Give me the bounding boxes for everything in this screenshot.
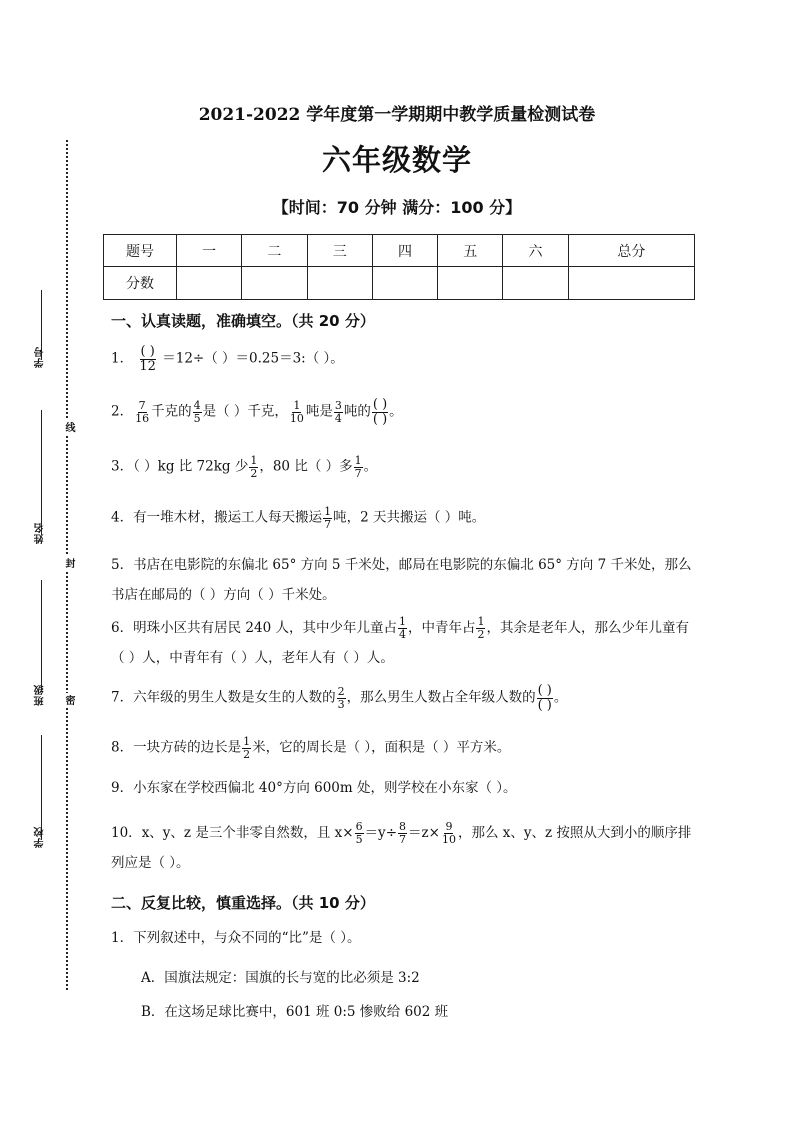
answer-fraction: $\frac{( )}{( )}$ bbox=[537, 683, 552, 713]
exam-title: 2021-2022 学年度第一学期期中教学质量检测试卷 bbox=[198, 105, 596, 125]
score-header-cell: 题号 bbox=[104, 235, 177, 267]
fraction: $\frac{1}{7}$ bbox=[354, 454, 362, 480]
question-number: 5． bbox=[111, 557, 134, 573]
question-text: ，其余是老年人，那么少年儿童有（ ）人，中青年有（ ）人，老年人有（ ）人。 bbox=[111, 620, 689, 666]
score-table bbox=[103, 234, 695, 300]
question-1-8 bbox=[111, 736, 510, 760]
fraction: $\frac{3}{4}$ bbox=[334, 399, 342, 425]
question-number: 4． bbox=[111, 509, 134, 526]
score-header-cell: 六 bbox=[503, 235, 568, 267]
score-table-header-row bbox=[104, 235, 695, 267]
option-a[interactable]: A．国旗法规定：国旗的长与宽的比必须是 3:2 bbox=[141, 970, 420, 986]
fraction: $\frac{( )}{12}$ bbox=[139, 344, 156, 374]
question-text: ＝z× bbox=[408, 825, 440, 841]
question-text: 小东家在学校西偏北 40°方向 600m 处，则学校在小东家（ ）。 bbox=[133, 780, 517, 796]
question-1-6 bbox=[111, 613, 701, 673]
score-cell[interactable] bbox=[568, 267, 694, 300]
question-text: ，80 比（ ）多 bbox=[259, 458, 353, 475]
question-number: 6． bbox=[111, 620, 134, 636]
question-text: 吨，2 天共搬运（ ）吨。 bbox=[333, 509, 486, 526]
question-1-2: 2． $\frac{7}{16}$ 千克的 $\frac{4}{5}$ 是（ ）千克， $\frac{1}{10}$ 吨是 $\frac{3}{4}$ 吨的 $\frac{( )}{( )}$ 。 bbox=[111, 397, 403, 427]
question-number: 3． bbox=[111, 458, 134, 475]
score-cell[interactable] bbox=[372, 267, 437, 300]
fraction: $\frac{7}{16}$ bbox=[135, 399, 150, 425]
question-text: 一块方砖的边长是 bbox=[133, 739, 242, 756]
score-header-cell: 四 bbox=[372, 235, 437, 267]
question-1-7: 7．六年级的男生人数是女生的人数的 $\frac{2}{3}$ ，那么男生人数占全年级人数的 $\frac{( )}{( )}$ 。 bbox=[111, 683, 568, 713]
question-text: ，中青年占 bbox=[407, 620, 476, 636]
question-number: 7． bbox=[111, 689, 134, 706]
school-line bbox=[41, 735, 42, 840]
name-line bbox=[41, 410, 42, 535]
class-label: 班级 bbox=[35, 684, 46, 706]
fraction: $\frac{1}{10}$ bbox=[289, 399, 304, 425]
score-cell[interactable] bbox=[307, 267, 372, 300]
score-header-cell: 三 bbox=[307, 235, 372, 267]
time-info: 【时间：70 分钟 满分：100 分】 bbox=[272, 198, 522, 217]
question-text: ＝12÷（ ）＝0.25＝3:（ ）。 bbox=[162, 350, 344, 367]
question-text: ＝y÷ bbox=[364, 825, 398, 841]
question-text: 千克的 bbox=[151, 403, 192, 420]
question-1-1 bbox=[111, 345, 344, 373]
score-header-cell: 一 bbox=[177, 235, 242, 267]
fraction: $\frac{1}{4}$ bbox=[398, 615, 406, 641]
question-text: ，那么男生人数占全年级人数的 bbox=[346, 689, 536, 706]
fraction: $\frac{1}{2}$ bbox=[477, 615, 485, 641]
fraction: $\frac{9}{10}$ bbox=[441, 820, 456, 846]
answer-fraction: $\frac{( )}{( )}$ bbox=[372, 397, 388, 427]
question-text: （ ）kg 比 72kg 少 bbox=[133, 458, 249, 475]
question-number: 10． bbox=[111, 825, 142, 841]
fraction: $\frac{1}{2}$ bbox=[250, 454, 258, 480]
question-text: 书店在电影院的东偏北 65° 方向 5 千米处，邮局在电影院的东偏北 65° 方向 7 千米处，那么书店在邮局的（ ）方向（ ）千米处。 bbox=[111, 557, 692, 603]
question-text: 有一堆木材，搬运工人每天搬运 bbox=[133, 509, 323, 526]
option-b[interactable]: B．在这场足球比赛中，601 班 0:5 惨败给 602 班 bbox=[141, 1004, 449, 1020]
question-number: 9． bbox=[111, 780, 134, 796]
fraction: $\frac{8}{7}$ bbox=[399, 820, 407, 846]
question-2-1 bbox=[111, 928, 360, 950]
fold-char-line: 线 bbox=[63, 422, 74, 432]
question-text: 吨的 bbox=[343, 403, 371, 420]
name-label: 姓名 bbox=[35, 522, 46, 544]
fraction: $\frac{4}{5}$ bbox=[193, 399, 201, 425]
score-cell[interactable] bbox=[438, 267, 503, 300]
question-text: x、y、z 是三个非零自然数，且 x× bbox=[141, 825, 354, 841]
fold-char-seal: 封 bbox=[63, 558, 74, 568]
score-cell[interactable] bbox=[242, 267, 307, 300]
question-text: ，那么 x、y、z 按照从大到小的顺序排列应是（ ）。 bbox=[111, 825, 692, 871]
question-number: 2． bbox=[111, 403, 134, 420]
question-1-5 bbox=[111, 550, 701, 610]
fraction: $\frac{2}{3}$ bbox=[337, 685, 345, 711]
fraction: $\frac{1}{7}$ bbox=[324, 505, 332, 531]
score-table-score-row bbox=[104, 267, 695, 300]
fraction: $\frac{6}{5}$ bbox=[355, 820, 363, 846]
fold-char-secret: 密 bbox=[63, 695, 74, 705]
question-1-4 bbox=[111, 506, 485, 530]
subject-title: 六年级数学 bbox=[321, 143, 472, 177]
question-1-9 bbox=[111, 778, 517, 800]
question-1-10 bbox=[111, 818, 701, 878]
score-header-cell: 总分 bbox=[568, 235, 694, 267]
class-line bbox=[41, 580, 42, 690]
question-text: 下列叙述中，与众不同的“比”是（ ）。 bbox=[133, 930, 361, 946]
score-row-label: 分数 bbox=[104, 267, 177, 300]
score-cell[interactable] bbox=[177, 267, 242, 300]
question-1-3: 3．（ ）kg 比 72kg 少 $\frac{1}{2}$ ，80 比（ ）多 $\frac{1}{7}$ 。 bbox=[111, 454, 378, 480]
score-cell[interactable] bbox=[503, 267, 568, 300]
school-label: 学校 bbox=[35, 826, 46, 848]
question-number: 1． bbox=[111, 350, 134, 367]
question-text: 米，它的周长是（ ），面积是（ ）平方米。 bbox=[252, 739, 511, 756]
section-1-title: 一、认真读题，准确填空。（共 20 分） bbox=[111, 312, 375, 330]
question-text: 六年级的男生人数是女生的人数的 bbox=[133, 689, 336, 706]
question-text: 是（ ）千克， bbox=[202, 403, 288, 420]
section-2-title: 二、反复比较，慎重选择。（共 10 分） bbox=[111, 894, 375, 912]
question-text: 明珠小区共有居民 240 人，其中少年儿童占 bbox=[133, 620, 397, 636]
student-id-label: 学号 bbox=[35, 346, 46, 368]
question-number: 1． bbox=[111, 930, 134, 946]
score-header-cell: 五 bbox=[438, 235, 503, 267]
score-header-cell: 二 bbox=[242, 235, 307, 267]
fraction: $\frac{1}{2}$ bbox=[243, 735, 251, 761]
question-text: 吨是 bbox=[305, 403, 333, 420]
question-number: 8． bbox=[111, 739, 134, 756]
